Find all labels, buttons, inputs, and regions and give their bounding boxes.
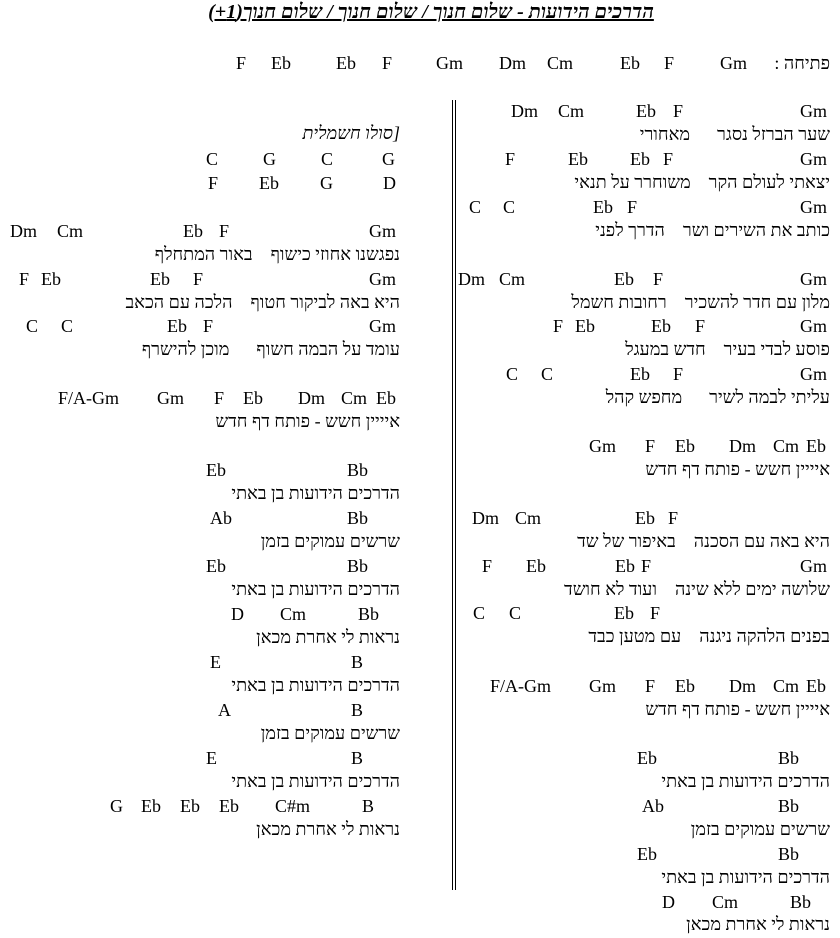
chord: F — [382, 53, 393, 73]
chord: Eb — [206, 460, 226, 480]
chord-row — [0, 149, 450, 171]
chord: F — [482, 556, 493, 576]
chord: Eb — [568, 149, 588, 169]
chord: Eb — [167, 316, 187, 336]
chord: Eb — [637, 748, 657, 768]
lyric-line: יצאתי לעולם הקר משוחרר על תנאי — [574, 172, 830, 192]
intro-chords — [0, 53, 840, 75]
lyric-line: איייין חשש - פותח דף חדש — [645, 699, 830, 719]
chord: Cm — [712, 892, 739, 912]
chord: F — [663, 149, 674, 169]
chord: F/A-Gm — [58, 388, 120, 408]
chord: F — [673, 101, 684, 121]
chord: G — [320, 173, 333, 193]
lyric-line: עליתי לבמה לשיר מחפש קהל — [605, 387, 830, 407]
chord: Gm — [369, 269, 396, 289]
chord: Bb — [347, 508, 369, 528]
chord: F/A-Gm — [490, 676, 552, 696]
chord: B — [351, 700, 364, 720]
chord: D — [662, 892, 675, 912]
chord: F — [668, 508, 679, 528]
chord: Gm — [800, 149, 827, 169]
chord: Ab — [210, 508, 232, 528]
lyric-line: הדרכים הידועות בן באתי — [661, 867, 830, 887]
lyric-line: נראות לי אחרת מכאן — [256, 819, 400, 839]
chord-row — [0, 748, 450, 770]
chord-row — [0, 269, 450, 291]
chord: C — [206, 149, 219, 169]
lyric-line: נפגשנו אחוזי כישוף באור המתחלף — [154, 244, 400, 264]
chord: F — [664, 53, 675, 73]
chord: Cm — [547, 53, 574, 73]
chord: Eb — [630, 364, 650, 384]
chord: Eb — [806, 676, 826, 696]
chord-row — [0, 436, 840, 458]
chord: Dm — [298, 388, 325, 408]
chord: Gm — [436, 53, 463, 73]
chord: Gm — [800, 197, 827, 217]
chord: Cm — [515, 508, 542, 528]
chord: Dm — [511, 101, 538, 121]
lyric-line: בפנים הלהקה ניגנה עם מטען כבד — [588, 626, 830, 646]
chord: F — [236, 53, 247, 73]
chord: Bb — [778, 748, 800, 768]
lyric-line: היא באה לביקור חטוף הלכה עם הכאב — [125, 292, 400, 312]
lyric-line: שרשים עמוקים בזמן — [690, 819, 830, 839]
chord-row — [0, 604, 450, 626]
lyric-line: היא באה עם הסכנה באיפור של שד — [577, 531, 830, 551]
chord: Gm — [800, 101, 827, 121]
chord: C#m — [275, 796, 311, 816]
chord: F — [641, 556, 652, 576]
chord: F — [695, 316, 706, 336]
chord: Eb — [630, 149, 650, 169]
chord: Eb — [141, 796, 161, 816]
chord: Eb — [183, 221, 203, 241]
lyric-line: הדרכים הידועות בן באתי — [231, 771, 400, 791]
chord: C — [469, 197, 482, 217]
chord: Cm — [499, 269, 526, 289]
chord: D — [231, 604, 244, 624]
lyric-line: עומד על הבמה חשוף מוכן להישרף — [141, 339, 400, 359]
chord-row — [0, 700, 450, 722]
chord: Cm — [773, 676, 800, 696]
intro-label: פתיחה : — [774, 53, 830, 73]
chord-row — [0, 556, 450, 578]
chord: Eb — [614, 269, 634, 289]
chord: Cm — [57, 221, 84, 241]
chord: Eb — [271, 53, 291, 73]
chord: Dm — [499, 53, 526, 73]
chord-row — [0, 844, 840, 866]
chord: Gm — [589, 436, 616, 456]
chord: C — [26, 316, 39, 336]
chord: Dm — [472, 508, 499, 528]
chord: Eb — [806, 436, 826, 456]
lyric-line: נראות לי אחרת מכאן — [256, 627, 400, 647]
chord: Eb — [675, 676, 695, 696]
chord: C — [541, 364, 554, 384]
chord: F — [627, 197, 638, 217]
lyric-line: שלושה ימים ללא שינה ועוד לא חושד — [564, 579, 830, 599]
solo-heading: [סולו חשמלית — [302, 123, 400, 143]
chord: B — [351, 652, 364, 672]
chord-row — [0, 796, 450, 818]
chord: C — [321, 149, 334, 169]
chord-row — [0, 101, 840, 123]
chord: Eb — [637, 844, 657, 864]
chord: C — [509, 603, 522, 623]
chord: Ab — [642, 796, 664, 816]
chord: Eb — [615, 556, 635, 576]
chord: F — [673, 364, 684, 384]
chord: Gm — [589, 676, 616, 696]
chord: Eb — [636, 101, 656, 121]
chord-row — [0, 316, 450, 338]
chord: Bb — [778, 844, 800, 864]
chord-row — [0, 892, 840, 914]
chord: Gm — [369, 221, 396, 241]
chord: Eb — [150, 269, 170, 289]
chord: D — [383, 173, 396, 193]
chord: Dm — [458, 269, 485, 289]
chord: F — [219, 221, 230, 241]
lyric-line: הדרכים הידועות בן באתי — [231, 579, 400, 599]
chord: F — [214, 388, 225, 408]
chord: Gm — [800, 316, 827, 336]
chord: F — [193, 269, 204, 289]
chord: C — [506, 364, 519, 384]
chord: Eb — [41, 269, 61, 289]
chord: Eb — [575, 316, 595, 336]
chord: E — [210, 652, 221, 672]
chord: Bb — [358, 604, 380, 624]
chord: Cm — [280, 604, 307, 624]
chord-row — [0, 173, 450, 195]
lyric-line: שער הברזל נסגר מאחורי — [639, 124, 830, 144]
lyric-line: כותב את השירים ושר הדרך לפני — [595, 220, 830, 240]
lyric-line: פוסע לבדי בעיר חדש במעגל — [625, 339, 830, 359]
lyric-line: הדרכים הידועות בן באתי — [231, 483, 400, 503]
chord: Eb — [180, 796, 200, 816]
lyric-line: שרשים עמוקים בזמן — [260, 723, 400, 743]
chord: A — [218, 700, 231, 720]
chord-row — [0, 508, 450, 530]
chord: Eb — [376, 388, 396, 408]
chord: Eb — [526, 556, 546, 576]
chord: Eb — [219, 796, 239, 816]
chord-row — [0, 652, 450, 674]
chord: Bb — [790, 892, 812, 912]
chord: Cm — [558, 101, 585, 121]
chord: C — [503, 197, 516, 217]
chord: Bb — [347, 556, 369, 576]
chord: G — [263, 149, 276, 169]
chord: F — [645, 436, 656, 456]
chord: Eb — [206, 556, 226, 576]
chord-row — [0, 221, 450, 243]
chord-row — [0, 364, 840, 386]
chord: F — [505, 149, 516, 169]
chord: Bb — [778, 796, 800, 816]
chord: Gm — [800, 556, 827, 576]
chord: Dm — [729, 676, 756, 696]
chord: F — [653, 269, 664, 289]
chord: Dm — [729, 436, 756, 456]
song-title: הדרכים הידועות - שלום חנוך / שלום חנוך / שלום חנוך(1+) — [208, 1, 654, 23]
chord: E — [206, 748, 217, 768]
chord-row — [0, 197, 840, 219]
chord-row — [0, 460, 450, 482]
lyric-line: מלון עם חדר להשכיר רחובות חשמל — [571, 292, 830, 312]
chord: Bb — [347, 460, 369, 480]
chord: Eb — [675, 436, 695, 456]
chord: Gm — [157, 388, 184, 408]
chord: F — [203, 316, 214, 336]
chord: Cm — [773, 436, 800, 456]
lyric-line: איייין חשש - פותח דף חדש — [645, 459, 830, 479]
chord: Eb — [336, 53, 356, 73]
chord: Gm — [800, 364, 827, 384]
chord: B — [351, 748, 364, 768]
lyric-line: נראות לי אחרת מכאן — [686, 914, 830, 934]
chord: Eb — [259, 173, 279, 193]
chord: Cm — [341, 388, 368, 408]
lyric-line: איייין חשש - פותח דף חדש — [215, 411, 400, 431]
chord: Gm — [369, 316, 396, 336]
lyric-line: הדרכים הידועות בן באתי — [231, 675, 400, 695]
chord: Eb — [635, 508, 655, 528]
chord: F — [650, 603, 661, 623]
chord-row — [0, 388, 450, 410]
chord: Eb — [651, 316, 671, 336]
lyric-line: שרשים עמוקים בזמן — [260, 531, 400, 551]
chord: F — [208, 173, 219, 193]
chord: Eb — [614, 603, 634, 623]
chord: F — [553, 316, 564, 336]
lyric-line: הדרכים הידועות בן באתי — [661, 771, 830, 791]
chord: C — [473, 603, 486, 623]
chord: Gm — [720, 53, 747, 73]
chord: F — [19, 269, 30, 289]
chord: G — [110, 796, 123, 816]
chord: Gm — [800, 269, 827, 289]
chord: G — [382, 149, 395, 169]
chord-row — [0, 676, 840, 698]
chord: Eb — [243, 388, 263, 408]
chord: Dm — [10, 221, 37, 241]
chord: F — [645, 676, 656, 696]
chord: C — [61, 316, 74, 336]
chord: B — [362, 796, 375, 816]
chord: Eb — [593, 197, 613, 217]
chord: Eb — [620, 53, 640, 73]
